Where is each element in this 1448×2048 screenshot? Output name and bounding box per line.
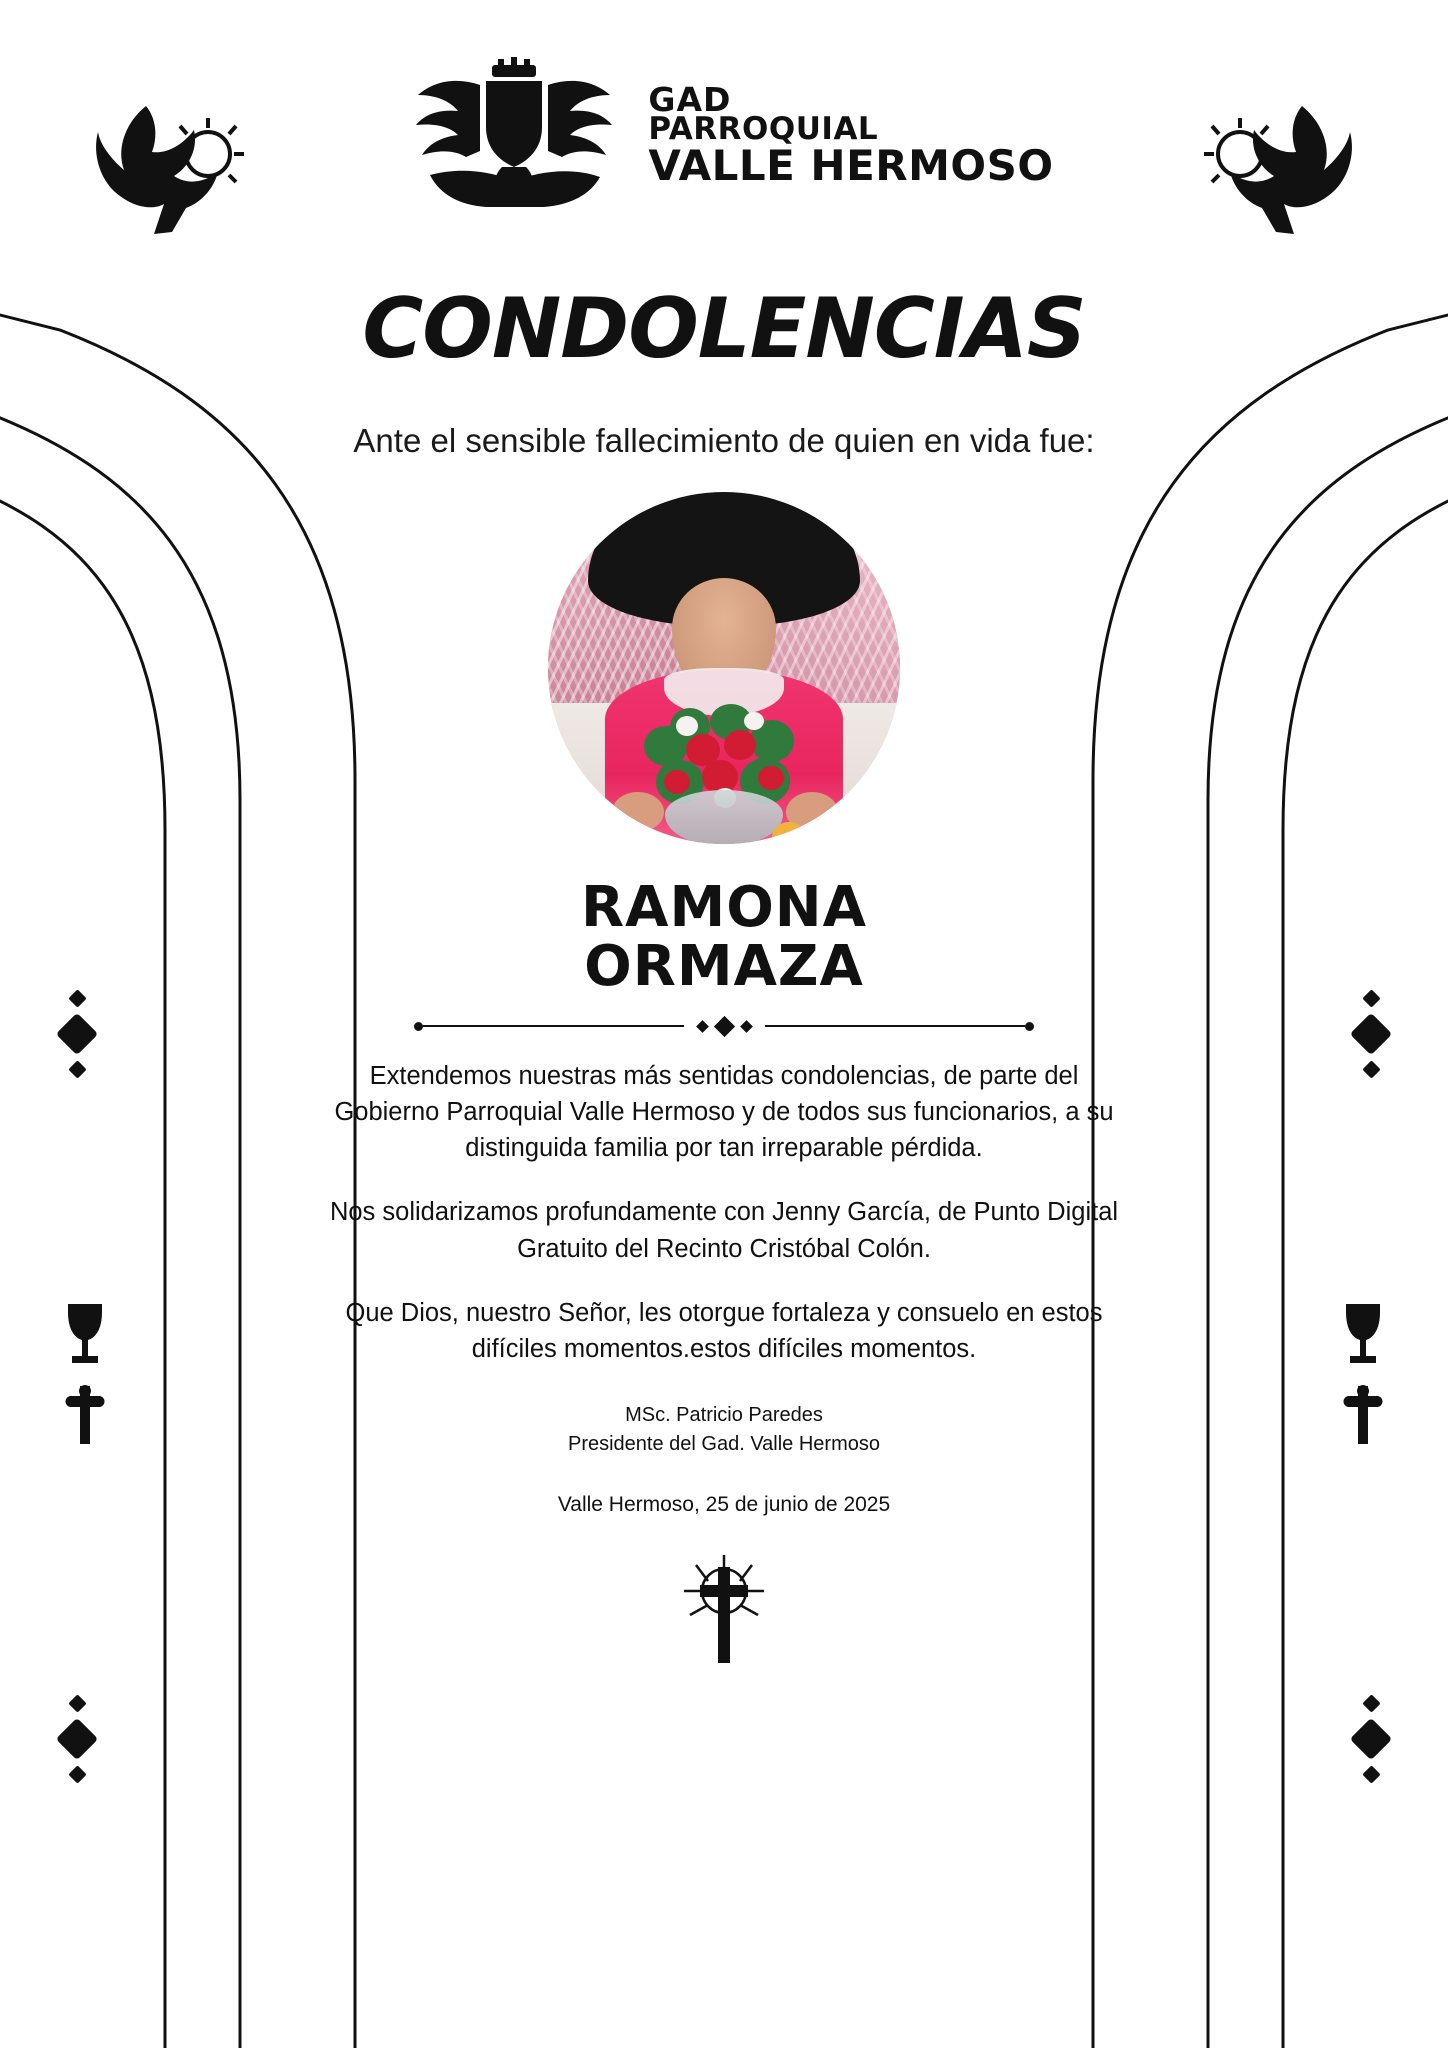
page-title: CONDOLENCIAS xyxy=(362,280,1086,377)
bottom-cross-container xyxy=(0,1549,1448,1669)
deceased-first-name: RAMONA xyxy=(581,875,867,940)
sparkle-icon xyxy=(68,1765,86,1783)
message-paragraph-3: Que Dios, nuestro Señor, les otorgue fortaleza y consuelo en estos difíciles momentos.estos difíciles momentos. xyxy=(345,1298,1103,1363)
sparkle-icon xyxy=(56,1718,98,1760)
sparkle-icon xyxy=(1362,1060,1380,1078)
divider-dot-right xyxy=(1025,1022,1034,1031)
logo-line-2: PARROQUIAL xyxy=(648,111,879,147)
portrait-bouquet-wrap xyxy=(665,790,783,844)
subtitle: Ante el sensible fallecimiento de quien en vida fue: xyxy=(353,422,1095,459)
ornament-chalice-cross-left xyxy=(62,1300,108,1446)
divider-dot-left xyxy=(414,1022,423,1031)
cross-icon xyxy=(1342,1384,1384,1446)
cross-icon xyxy=(64,1384,106,1446)
sparkle-icon xyxy=(1362,989,1380,1007)
deceased-portrait xyxy=(548,492,900,844)
divider-line-left xyxy=(423,1025,684,1027)
dove-icon xyxy=(1188,92,1358,252)
deceased-last-name: ORMAZA xyxy=(584,934,864,1000)
signatory-name: MSc. Patricio Paredes xyxy=(625,1404,823,1427)
message-paragraph-1: Extendemos nuestras más sentidas condolencias, de parte del Gobierno Parroquial Valle Hermoso y de todos sus funcionarios, a su distinguida familia por tan irreparable pérdida. xyxy=(334,1061,1114,1163)
sparkle-icon xyxy=(1350,1013,1392,1055)
signatory-role: Presidente del Gad. Valle Hermoso xyxy=(567,1433,880,1456)
logo-line-3: VALLE HERMOSO xyxy=(648,141,1054,191)
chalice-icon xyxy=(1340,1300,1386,1370)
chalice-icon xyxy=(62,1300,108,1370)
sparkle-icon xyxy=(713,1016,734,1037)
signature-block xyxy=(0,1401,1448,1459)
radiant-cross-icon xyxy=(678,1549,770,1669)
message-paragraph-2: Nos solidarizamos profundamente con Jenny García, de Punto Digital Gratuito del Recinto Cristóbal Colón. xyxy=(329,1198,1119,1263)
organization-logo xyxy=(394,55,1053,215)
ornament-chalice-cross-right xyxy=(1340,1300,1386,1446)
condolence-message xyxy=(324,1058,1124,1367)
ornament-sparkles-right-bottom xyxy=(1356,1690,1386,1788)
divider xyxy=(414,1019,1034,1034)
sparkle-icon xyxy=(56,1013,98,1055)
sparkle-icon xyxy=(68,989,86,1007)
sparkle-icon xyxy=(68,1060,86,1078)
logo-line-1: GAD xyxy=(648,79,732,119)
portrait-hand-left xyxy=(612,792,664,832)
divider-gems xyxy=(684,1019,765,1034)
sparkle-icon xyxy=(1350,1718,1392,1760)
ornament-sparkles-left-top xyxy=(62,985,92,1083)
portrait-container xyxy=(0,492,1448,844)
ornament-sparkles-left-bottom xyxy=(62,1690,92,1788)
sparkle-icon xyxy=(1362,1765,1380,1783)
portrait-accent-flower xyxy=(772,822,806,844)
dove-icon xyxy=(90,92,260,252)
poster-header xyxy=(0,0,1448,250)
ornament-sparkles-right-top xyxy=(1356,985,1386,1083)
sparkle-icon xyxy=(740,1020,753,1033)
sparkle-icon xyxy=(1362,1694,1380,1712)
sparkle-icon xyxy=(68,1694,86,1712)
place-and-date: Valle Hermoso, 25 de junio de 2025 xyxy=(557,1493,891,1517)
deceased-name xyxy=(0,875,1448,1000)
divider-line-right xyxy=(765,1025,1026,1027)
sparkle-icon xyxy=(696,1020,709,1033)
crest-icon xyxy=(394,55,634,215)
